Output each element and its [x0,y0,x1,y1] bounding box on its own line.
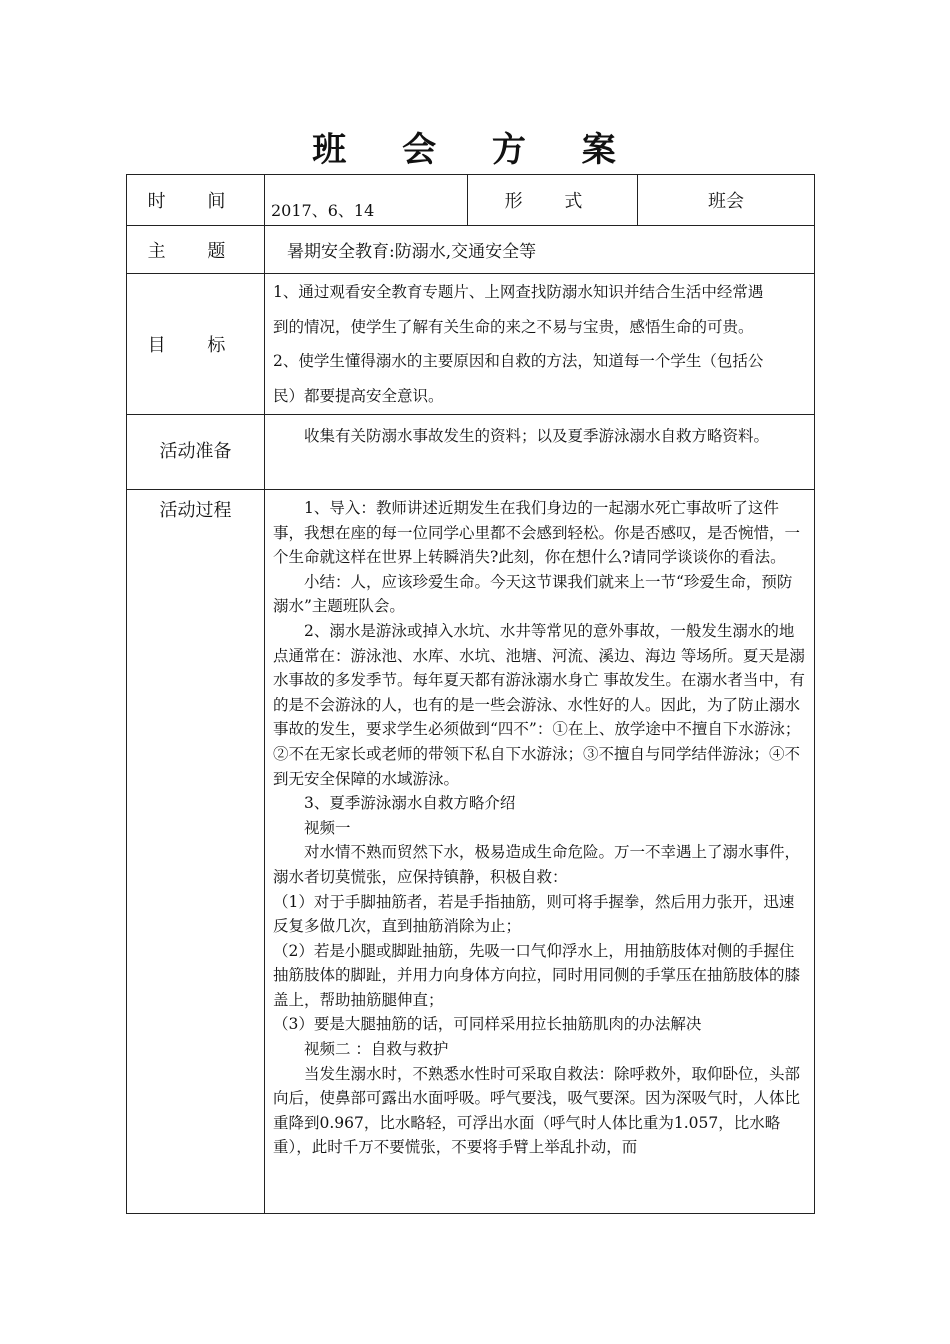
process-paragraph: （2）若是小腿或脚趾抽筋，先吸一口气仰浮水上，用抽筋肢体对侧的手握住抽筋肢体的脚趾，并用力向身体方向拉，同时用同侧的手掌压在抽筋肢体的膝盖上，帮助抽筋腿伸直； [273,941,801,1009]
goal-line: 1、通过观看安全教育专题片、上网查找防溺水知识并结合生活中经常遇 [273,283,764,301]
process-paragraph: 2、溺水是游泳或掉入水坑、水井等常见的意外事故，一般发生溺水的地点通常在：游泳池、水库、水坑、池塘、河流、溪边、海边 等场所。夏天是溺水事故的多发季节。每年夏天都有游泳溺水身亡 事故发生。在溺水者当中，有的是不会游泳的人，也有的是一些会游泳、水性好的人。因此，为了防止溺水事故的发生，要求学生必须做到“四不”：①在上、放学途中不擅自下水游泳；②不在无家长或老师的带领下私自下水游泳；③不擅自与同学结伴游泳；④不到无安全保障的水域游泳。 [273,621,805,788]
process-paragraph: （3）要是大腿抽筋的话，可同样采用拉长抽筋肌肉的办法解决 [273,1015,702,1034]
form-value: 班会 [708,191,744,212]
process-paragraph: 对水情不熟而贸然下水，极易造成生命危险。万一不幸遇上了溺水事件，溺水者切莫慌张，应保持镇静，积极自救： [273,843,801,886]
process-label: 活动过程 [127,490,265,1213]
process-paragraph: 视频一 [304,818,351,837]
goal-line: 2、使学生懂得溺水的主要原因和自救的方法，知道每一个学生（包括公 [273,352,764,370]
time-label: 时 间 [127,175,265,225]
process-text [265,490,814,1213]
row-time [126,174,815,225]
plan-table [126,174,815,1214]
goal-line: 民）都要提高安全意识。 [273,386,444,405]
preparation-text [265,415,814,489]
goal-label: 目 标 [127,274,265,414]
row-preparation [126,414,815,489]
row-theme [126,225,815,273]
theme-label: 主 题 [127,226,265,273]
theme-value: 暑期安全教育:防溺水,交通安全等 [287,242,537,262]
form-label: 形 式 [468,175,638,225]
process-paragraph: 视频二 ：自救与救护 [304,1040,449,1059]
process-paragraph: （1）对于手脚抽筋者，若是手指抽筋，则可将手握拳，然后用力张开，迅速反复多做几次，直到抽筋消除为止； [273,892,795,936]
preparation-paragraph: 收集有关防溺水事故发生的资料；以及夏季游泳溺水自救方略资料。 [304,427,770,445]
process-paragraph: 1、导入：教师讲述近期发生在我们身边的一起溺水死亡事故听了这件事，我想在座的每一位同学心里都不会感到轻松。你是否感叹，是否惋惜，一个生命就这样在世界上转瞬消失?此刻，你在想什么?请同学谈谈你的看法。 [273,499,801,567]
goal-line: 到的情况，使学生了解有关生命的来之不易与宝贵，感悟生命的可贵。 [273,317,754,336]
row-process [126,489,815,1214]
preparation-label: 活动准备 [127,415,265,489]
page-title: 班 会 方 案 [312,130,638,170]
process-paragraph: 小结：人，应该珍爱生命。今天这节课我们就来上一节“珍爱生命，预防溺水”主题班队会。 [273,572,793,616]
row-goal [126,273,815,414]
goal-text [265,274,814,414]
process-paragraph: 当发生溺水时，不熟悉水性时可采取自救法：除呼救外，取仰卧位，头部向后，使鼻部可露出水面呼吸。呼气要浅，吸气要深。因为深吸气时，人体比重降到0.967，比水略轻，可浮出水面（呼气时人体比重为1.057，比水略重），此时千万不要慌张，不要将手臂上举乱扑动，而 [273,1064,801,1157]
process-paragraph: 3、夏季游泳溺水自救方略介绍 [304,794,516,813]
date-value: 2017、6、14 [265,175,468,225]
